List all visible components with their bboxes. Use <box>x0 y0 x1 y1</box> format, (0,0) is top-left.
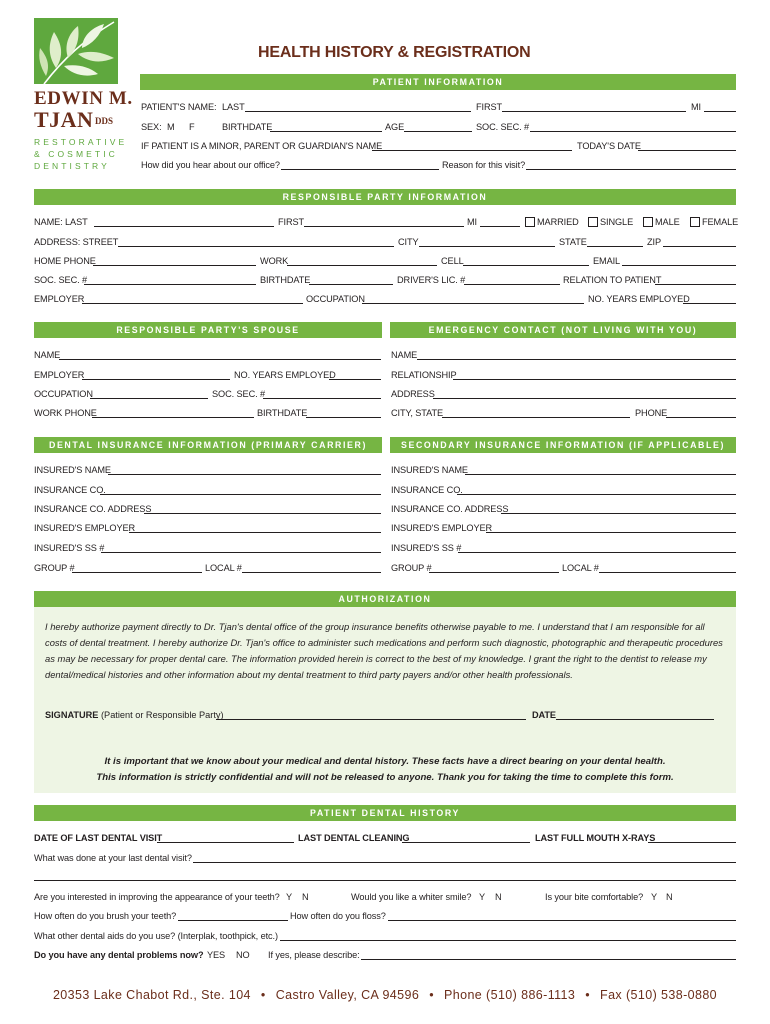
heard-about-label: How did you hear about our office? <box>141 160 280 170</box>
married-label: MARRIED <box>537 217 579 227</box>
single-label: SINGLE <box>600 217 634 227</box>
ec-address-field[interactable] <box>433 398 736 399</box>
spouse-name-label: NAME <box>34 350 61 360</box>
ec-name-label: NAME <box>391 350 418 360</box>
heard-about-field[interactable] <box>281 169 439 170</box>
whiter-no[interactable]: N <box>495 892 502 902</box>
visit-reason-field[interactable] <box>526 169 736 170</box>
footer-separator: • <box>429 988 435 1002</box>
what-done-label: What was done at your last dental visit? <box>34 853 192 863</box>
rp-employer-field[interactable] <box>82 303 303 304</box>
secondary-insurance-header: SECONDARY INSURANCE INFORMATION (IF APPLICABLE) <box>390 437 736 453</box>
ec-city-state-field[interactable] <box>442 417 630 418</box>
rp-years-label: NO. YEARS EMPLOYED <box>588 294 690 304</box>
spouse-years-field[interactable] <box>329 379 381 380</box>
signature-field[interactable] <box>216 719 526 720</box>
rp-email-label: EMAIL <box>593 256 621 266</box>
rp-occupation-field[interactable] <box>362 303 584 304</box>
floss-question: How often do you floss? <box>290 911 386 921</box>
visit-reason-label: Reason for this visit? <box>442 160 526 170</box>
dental-problems-question: Do you have any dental problems now? <box>34 950 204 960</box>
minor-guardian-field[interactable] <box>372 150 572 151</box>
pri-employer-field[interactable] <box>129 532 381 533</box>
last-cleaning-field[interactable] <box>402 842 530 843</box>
sec-local-field[interactable] <box>599 572 736 573</box>
female-checkbox[interactable] <box>690 217 700 227</box>
sec-employer-field[interactable] <box>486 532 736 533</box>
dental-problems-yes[interactable]: YES <box>207 950 226 960</box>
pri-employer-label: INSURED'S EMPLOYER <box>34 523 136 533</box>
whiter-question: Would you like a whiter smile? <box>351 892 472 902</box>
footer-phone: Phone (510) 886-1113 <box>444 988 576 1002</box>
last-visit-label: DATE OF LAST DENTAL VISIT <box>34 833 163 843</box>
footer-separator: • <box>585 988 591 1002</box>
rp-home-phone-field[interactable] <box>93 265 256 266</box>
sec-insurance-co-label: INSURANCE CO. <box>391 485 463 495</box>
pri-local-field[interactable] <box>242 572 381 573</box>
spouse-occupation-label: OCCUPATION <box>34 389 93 399</box>
spouse-years-label: NO. YEARS EMPLOYED <box>234 370 336 380</box>
spouse-employer-field[interactable] <box>82 379 230 380</box>
pri-co-address-label: INSURANCE CO. ADDRESS <box>34 504 152 514</box>
ec-address-label: ADDRESS <box>391 389 435 399</box>
signature-date-field[interactable] <box>556 719 714 720</box>
pri-local-label: LOCAL # <box>205 563 242 573</box>
spouse-header: RESPONSIBLE PARTY'S SPOUSE <box>34 322 382 338</box>
practice-contact-footer <box>0 988 770 1002</box>
married-checkbox[interactable] <box>525 217 535 227</box>
sec-group-label: GROUP # <box>391 563 432 573</box>
ec-phone-field[interactable] <box>666 417 736 418</box>
importance-notice-1: It is important that we know about your medical and dental history. These facts have a direct bearing on your dental health. <box>104 756 666 767</box>
footer-separator: • <box>260 988 266 1002</box>
emergency-contact-header: EMERGENCY CONTACT (NOT LIVING WITH YOU) <box>390 322 736 338</box>
tagline-dentistry: DENTISTRY <box>34 161 110 171</box>
authorization-header: AUTHORIZATION <box>34 591 736 607</box>
ec-city-state-label: CITY, STATE <box>391 408 443 418</box>
rp-relation-label: RELATION TO PATIENT <box>563 275 662 285</box>
patient-mi-label: MI <box>691 102 702 112</box>
rp-street-field[interactable] <box>118 246 394 247</box>
rp-first-field[interactable] <box>304 226 464 227</box>
sec-insured-name-label: INSURED'S NAME <box>391 465 468 475</box>
pri-group-field[interactable] <box>72 572 202 573</box>
leaf-icon <box>34 18 118 84</box>
spouse-name-field[interactable] <box>59 359 381 360</box>
what-done-field-continued[interactable] <box>34 880 736 881</box>
page-title: HEALTH HISTORY & REGISTRATION <box>258 44 531 61</box>
doctor-name-line1: EDWIN M. <box>34 88 133 109</box>
spouse-occupation-field[interactable] <box>90 398 208 399</box>
doctor-suffix: DDS <box>95 116 114 126</box>
rp-drivers-label: DRIVER'S LIC. # <box>397 275 466 285</box>
responsible-party-header: RESPONSIBLE PARTY INFORMATION <box>34 189 736 205</box>
tagline-cosmetic: & COSMETIC <box>34 149 118 159</box>
what-done-field[interactable] <box>193 862 736 863</box>
patient-birthdate-field[interactable] <box>270 131 382 132</box>
sex-label: SEX: <box>141 122 162 132</box>
rp-birthdate-label: BIRTHDATE <box>260 275 311 285</box>
single-checkbox[interactable] <box>588 217 598 227</box>
sec-ss-label: INSURED'S SS # <box>391 543 462 553</box>
pri-insured-name-field[interactable] <box>108 474 381 475</box>
sec-ss-field[interactable] <box>458 552 736 553</box>
dental-aids-question: What other dental aids do you use? (Interplak, toothpick, etc.) <box>34 931 278 941</box>
rp-city-field[interactable] <box>419 246 555 247</box>
spouse-socsec-field[interactable] <box>263 398 381 399</box>
rp-address-label: ADDRESS: STREET <box>34 237 119 247</box>
rp-socsec-field[interactable] <box>84 284 256 285</box>
sex-f-option[interactable]: F <box>189 122 195 132</box>
importance-notice-2: This information is strictly confidential and will not be released to anyone. Thank you for taking the time to complete this form. <box>96 772 674 783</box>
pri-ss-field[interactable] <box>101 552 381 553</box>
rp-occupation-label: OCCUPATION <box>306 294 365 304</box>
rp-employer-label: EMPLOYER <box>34 294 85 304</box>
spouse-employer-label: EMPLOYER <box>34 370 85 380</box>
sex-m-option[interactable]: M <box>167 122 175 132</box>
minor-guardian-label: IF PATIENT IS A MINOR, PARENT OR GUARDIAN'S NAME <box>141 141 383 151</box>
pri-insurance-co-field[interactable] <box>100 494 381 495</box>
footer-address: 20353 Lake Chabot Rd., Ste. 104 <box>52 988 251 1002</box>
last-cleaning-label: LAST DENTAL CLEANING <box>298 833 410 843</box>
spouse-socsec-label: SOC. SEC. # <box>212 389 266 399</box>
rp-birthdate-field[interactable] <box>309 284 393 285</box>
sec-insurance-co-field[interactable] <box>457 494 736 495</box>
rp-home-phone-label: HOME PHONE <box>34 256 96 266</box>
dental-aids-field[interactable] <box>280 940 736 941</box>
rp-mi-field[interactable] <box>480 226 520 227</box>
whiter-yes[interactable]: Y <box>479 892 486 902</box>
brush-field[interactable] <box>178 920 288 921</box>
signature-label: SIGNATURE <box>45 710 99 720</box>
todays-date-label: TODAY'S DATE <box>577 141 641 151</box>
floss-field[interactable] <box>388 920 736 921</box>
authorization-text: I hereby authorize payment directly to Dr. Tjan's dental office of the group insurance benefits otherwise payable to me. I understand that I am responsible for all costs of dental treatment. I hereby authorize Dr. Tjan's office to administer such medications and perform such diagnostic, photographic and therapeutic procedures as may be necessary for proper dental care. The information provided herein is correct to the best of my knowledge. I grant the right to the dentist to release my dental/medical histories and other information about my dental treatment to third party payers and/or other health professionals. <box>45 621 723 680</box>
appearance-question: Are you interested in improving the appearance of your teeth? <box>34 892 280 902</box>
patient-first-field[interactable] <box>502 111 686 112</box>
sec-employer-label: INSURED'S EMPLOYER <box>391 523 493 533</box>
rp-work-field[interactable] <box>287 265 437 266</box>
rp-work-label: WORK <box>260 256 289 266</box>
rp-last-field[interactable] <box>94 226 274 227</box>
patient-last-label: LAST <box>222 102 245 112</box>
appearance-no[interactable]: N <box>302 892 309 902</box>
rp-socsec-label: SOC. SEC. # <box>34 275 88 285</box>
male-checkbox[interactable] <box>643 217 653 227</box>
spouse-work-phone-label: WORK PHONE <box>34 408 97 418</box>
signature-date-label: DATE <box>532 710 556 720</box>
pri-insurance-co-label: INSURANCE CO. <box>34 485 106 495</box>
rp-cell-field[interactable] <box>463 265 589 266</box>
pri-ss-label: INSURED'S SS # <box>34 543 105 553</box>
male-label: MALE <box>655 217 680 227</box>
patient-socsec-field[interactable] <box>530 131 736 132</box>
bite-yes[interactable]: Y <box>651 892 658 902</box>
rp-email-field[interactable] <box>622 265 736 266</box>
patient-socsec-label: SOC. SEC. # <box>476 122 530 132</box>
rp-zip-label: ZIP <box>647 237 661 247</box>
rp-name-last-label: NAME: LAST <box>34 217 88 227</box>
appearance-yes[interactable]: Y <box>286 892 293 902</box>
dental-problems-no[interactable]: NO <box>236 950 250 960</box>
ec-name-field[interactable] <box>417 359 736 360</box>
todays-date-field[interactable] <box>638 150 736 151</box>
practice-logo-mark <box>34 18 118 84</box>
ec-relationship-field[interactable] <box>453 379 736 380</box>
pri-co-address-field[interactable] <box>144 513 381 514</box>
footer-fax: Fax (510) 538-0880 <box>600 988 718 1002</box>
sec-co-address-field[interactable] <box>501 513 736 514</box>
tagline-restorative: RESTORATIVE <box>34 137 128 147</box>
spouse-work-phone-field[interactable] <box>92 417 254 418</box>
footer-city: Castro Valley, CA 94596 <box>275 988 420 1002</box>
last-xrays-field[interactable] <box>648 842 736 843</box>
doctor-name-line2: TJAN <box>34 107 94 132</box>
rp-mi-label: MI <box>467 217 478 227</box>
dental-history-header: PATIENT DENTAL HISTORY <box>34 805 736 821</box>
sec-local-label: LOCAL # <box>562 563 599 573</box>
rp-cell-label: CELL <box>441 256 464 266</box>
female-label: FEMALE <box>702 217 739 227</box>
signature-row <box>45 710 224 720</box>
ec-phone-label: PHONE <box>635 408 668 418</box>
problems-describe-field[interactable] <box>361 959 736 960</box>
rp-state-label: STATE <box>559 237 587 247</box>
patient-birthdate-label: BIRTHDATE <box>222 122 273 132</box>
patient-age-field[interactable] <box>404 131 472 132</box>
pri-insured-name-label: INSURED'S NAME <box>34 465 111 475</box>
primary-insurance-header: DENTAL INSURANCE INFORMATION (PRIMARY CARRIER) <box>34 437 382 453</box>
spouse-birthdate-field[interactable] <box>306 417 381 418</box>
patient-first-label: FIRST <box>476 102 503 112</box>
brush-question: How often do you brush your teeth? <box>34 911 177 921</box>
patient-last-field[interactable] <box>245 111 471 112</box>
bite-no[interactable]: N <box>666 892 673 902</box>
problems-describe-label: If yes, please describe: <box>268 950 360 960</box>
sec-group-field[interactable] <box>429 572 559 573</box>
patient-information-header: PATIENT INFORMATION <box>140 74 736 90</box>
patient-mi-field[interactable] <box>704 111 736 112</box>
patient-age-label: AGE <box>385 122 405 132</box>
sec-insured-name-field[interactable] <box>465 474 736 475</box>
spouse-birthdate-label: BIRTHDATE <box>257 408 308 418</box>
signature-note: (Patient or Responsible Party) <box>101 710 224 720</box>
rp-drivers-field[interactable] <box>464 284 560 285</box>
rp-state-field[interactable] <box>587 246 643 247</box>
last-xrays-label: LAST FULL MOUTH X-RAYS <box>535 833 656 843</box>
rp-zip-field[interactable] <box>663 246 736 247</box>
rp-years-field[interactable] <box>683 303 736 304</box>
last-visit-field[interactable] <box>157 842 294 843</box>
rp-first-label: FIRST <box>278 217 305 227</box>
pri-group-label: GROUP # <box>34 563 75 573</box>
sec-co-address-label: INSURANCE CO. ADDRESS <box>391 504 509 514</box>
patient-name-label: PATIENT'S NAME: <box>141 102 217 112</box>
ec-relationship-label: RELATIONSHIP <box>391 370 457 380</box>
rp-city-label: CITY <box>398 237 419 247</box>
rp-relation-field[interactable] <box>655 284 736 285</box>
bite-question: Is your bite comfortable? <box>545 892 644 902</box>
